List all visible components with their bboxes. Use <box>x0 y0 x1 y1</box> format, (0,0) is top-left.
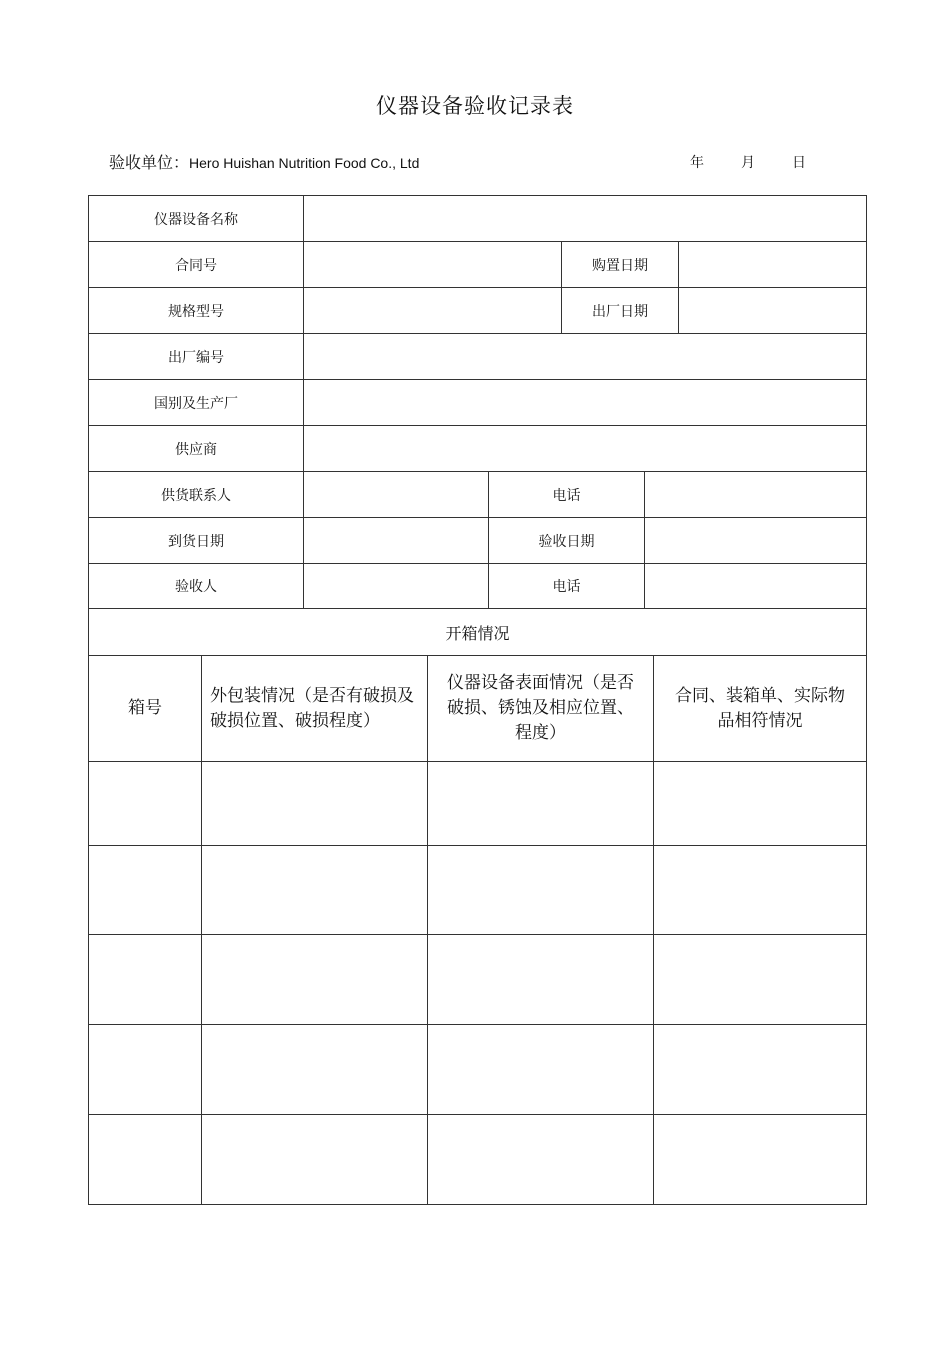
factory-date-field[interactable] <box>679 288 866 333</box>
phone-label-1: 电话 <box>552 487 581 504</box>
table-row[interactable] <box>89 935 866 1024</box>
unboxing-heading: 开箱情况 <box>445 623 510 643</box>
acceptance-unit-label: 验收单位： <box>109 153 190 172</box>
equipment-name-field[interactable] <box>304 196 866 241</box>
col-surface-condition: 仪器设备表面情况（是否破损、锈蚀及相应位置、程度） <box>447 673 634 743</box>
purchase-date-field[interactable] <box>679 242 866 287</box>
model-label: 规格型号 <box>168 303 224 320</box>
table-row[interactable] <box>89 1115 866 1204</box>
serial-no-field[interactable] <box>304 334 866 379</box>
arrival-date-label: 到货日期 <box>168 533 224 550</box>
date-year-label: 年 <box>690 155 704 171</box>
supplier-field[interactable] <box>304 426 866 471</box>
contract-no-label: 合同号 <box>175 257 217 274</box>
factory-date-label: 出厂日期 <box>592 303 648 320</box>
date-day-label: 日 <box>792 155 806 171</box>
phone-field-2[interactable] <box>645 564 866 608</box>
col-contract-match: 合同、装箱单、实际物品相符情况 <box>675 685 845 731</box>
acceptance-date-label: 验收日期 <box>538 533 595 550</box>
date-month-label: 月 <box>741 155 755 171</box>
acceptance-record-table <box>88 195 867 1205</box>
table-row[interactable] <box>89 846 866 934</box>
country-maker-label: 国别及生产厂 <box>154 395 238 412</box>
table-row[interactable] <box>89 762 866 845</box>
country-maker-field[interactable] <box>304 380 866 425</box>
arrival-date-field[interactable] <box>304 518 488 563</box>
acceptor-label: 验收人 <box>175 579 217 595</box>
page-title: 仪器设备验收记录表 <box>376 94 574 118</box>
phone-field-1[interactable] <box>645 472 866 517</box>
table-row[interactable] <box>89 1025 866 1114</box>
phone-label-2: 电话 <box>552 579 581 595</box>
supplier-contact-label: 供货联系人 <box>161 487 231 504</box>
equipment-name-label: 仪器设备名称 <box>154 211 238 228</box>
supplier-label: 供应商 <box>175 441 217 458</box>
purchase-date-label: 购置日期 <box>592 257 648 274</box>
model-field[interactable] <box>304 288 561 333</box>
acceptance-unit-value: Hero Huishan Nutrition Food Co., Ltd <box>189 155 420 171</box>
supplier-contact-field[interactable] <box>304 472 488 517</box>
acceptance-date-field[interactable] <box>645 518 866 563</box>
col-outer-packaging: 外包装情况（是否有破损及破损位置、破损程度） <box>210 685 414 731</box>
contract-no-field[interactable] <box>304 242 561 287</box>
acceptance-unit <box>109 150 419 173</box>
acceptor-field[interactable] <box>304 564 488 608</box>
serial-no-label: 出厂编号 <box>168 349 224 366</box>
col-box-no: 箱号 <box>128 698 162 718</box>
